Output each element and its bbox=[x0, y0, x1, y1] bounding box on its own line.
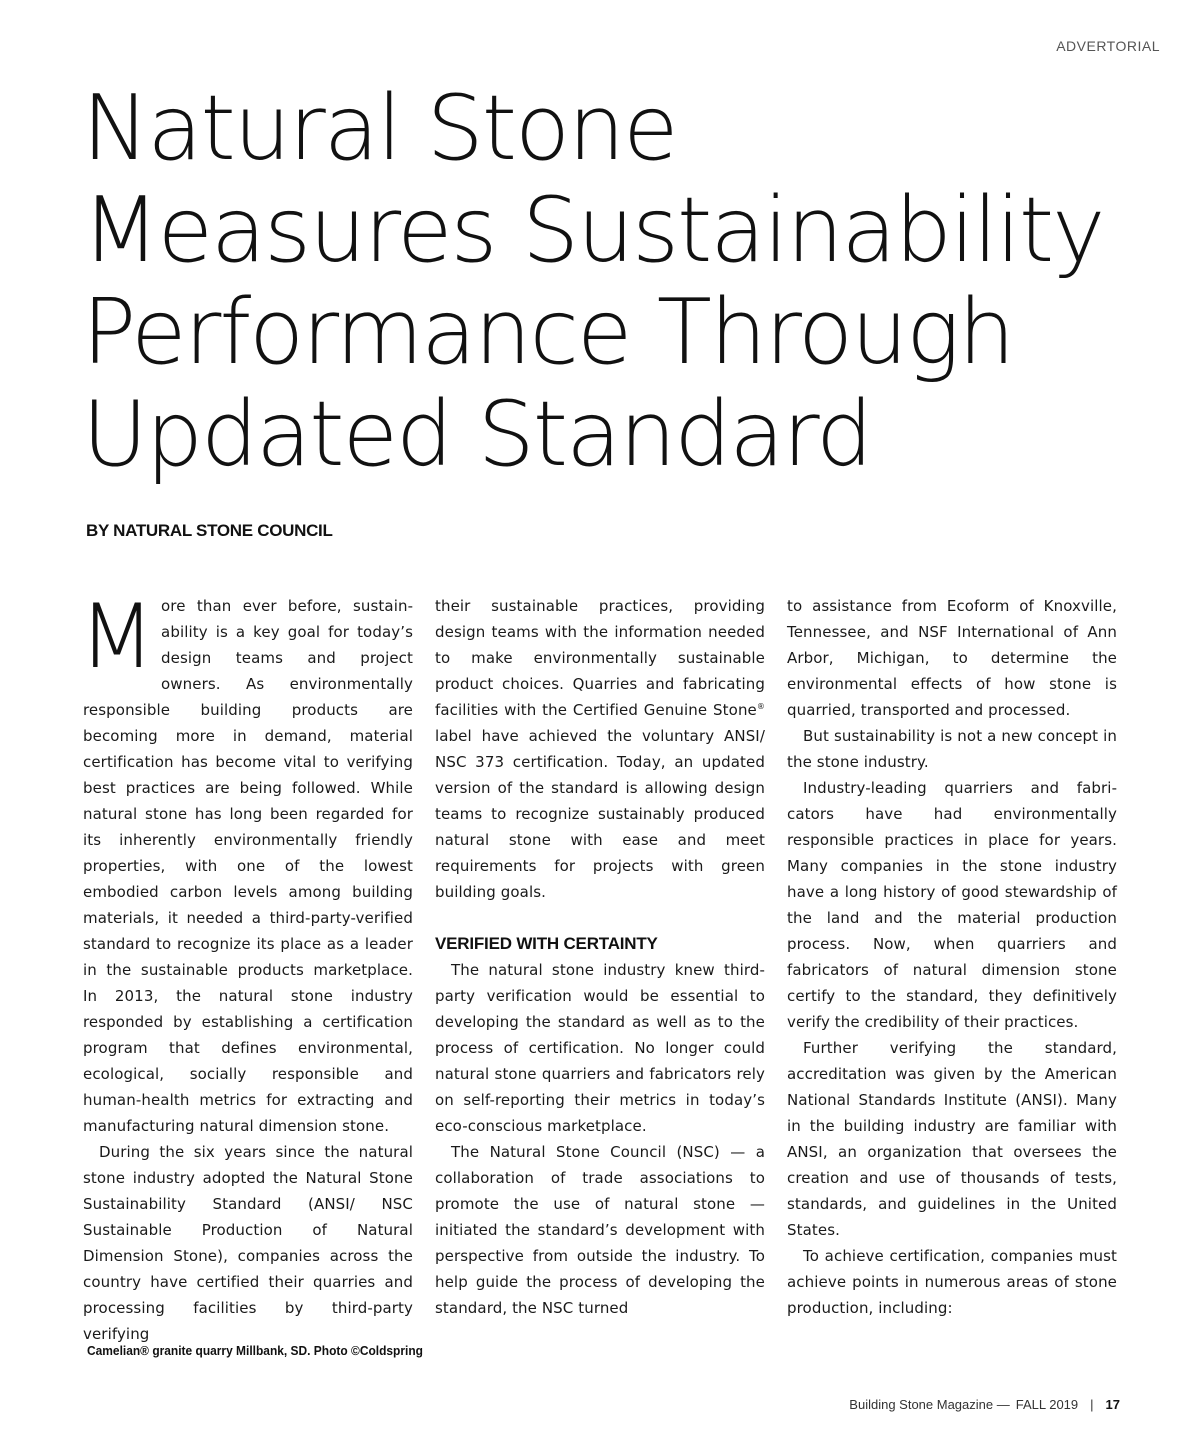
photo-caption: Camelian® granite quarry Millbank, SD. Photo ©Coldspring bbox=[87, 1343, 423, 1358]
headline-line-1: Natural Stone bbox=[82, 76, 677, 181]
paragraph: The Natural Stone Council (NSC) — a collaboration of trade associations to promote the use of natural stone — initiated the standard’s development with perspective from outside the industry. To help guide the process of developing the standard, the NSC turned bbox=[435, 1143, 765, 1317]
registered-mark: ® bbox=[756, 702, 765, 711]
paragraph-text: label have achieved the voluntary ANSI/ NSC 373 certification. Today, an updated version of the standard is allowing design teams to recognize sustainably produced natural stone with ease and meet requirements for projects with green building goals. bbox=[435, 727, 765, 901]
paragraph: Industry-leading quarriers and fabricators have had environmentally responsible practices in place for years. Many companies in the stone industry have a long history of good stewardship of the land and the material production process. Now, when quarriers and fabricators of natural dimension stone certify to the standard, they definitively verify the credibility of their practices. bbox=[787, 779, 1117, 1031]
paragraph-text: their sustainable practices, providing design teams with the information needed to make environmentally sustainable product choices. Quarries and fabricating facilities with the Certified Genuine Stone bbox=[435, 597, 765, 719]
paragraph: To achieve certification, companies must achieve points in numerous areas of stone production, including: bbox=[787, 1247, 1117, 1317]
column-3 bbox=[787, 593, 1117, 1321]
headline-line-4: Updated Standard bbox=[82, 382, 872, 487]
paragraph: During the six years since the natural stone industry adopted the Natural Stone Sustainability Standard (ANSI/ NSC Sustainable Production of Natural Dimension Stone), companies across the country have certified their quarries and processing facilities by third-party verifying bbox=[83, 1143, 413, 1343]
column-2 bbox=[435, 593, 765, 1321]
paragraph: But sustainability is not a new concept in the stone industry. bbox=[787, 727, 1117, 771]
paragraph-text: ore than ever before, sustainability is a key goal for today’s design teams and project owners. As environmentally responsible building products are becoming more in demand, material certification has become vital to verifying best practices are being followed. While natural stone has long been regarded for its inherently environmentally friendly properties, with one of the lowest embodied carbon levels among building materials, it needed a third-party-verified standard to recognize its place as a leader in the sustainable products marketplace. In 2013, the natural stone industry responded by establishing a certification program that defines environmental, ecological, socially responsible and human-health metrics for extracting and manufacturing natural dimension stone. bbox=[83, 597, 413, 1135]
section-label: ADVERTORIAL bbox=[1056, 38, 1160, 54]
page-number: 17 bbox=[1105, 1397, 1120, 1412]
page-footer bbox=[849, 1397, 1120, 1412]
paragraph: to assistance from Ecoform of Knoxville, Tennessee, and NSF International of Ann Arbor, Michigan, to determine the environmental effects of how stone is quarried, transported and processed. bbox=[787, 597, 1117, 719]
subheading: VERIFIED WITH CERTAINTY bbox=[435, 934, 658, 953]
headline-line-2: Measures Sustainability bbox=[82, 178, 1104, 283]
column-1 bbox=[79, 585, 413, 1347]
paragraph: Further verifying the standard, accreditation was given by the American National Standards Institute (ANSI). Many in the building industry are familiar with ANSI, an organization that oversees the creation and use of thousands of tests, standards, and guidelines in the United States. bbox=[787, 1039, 1117, 1239]
headline-line-3: Performance Through bbox=[82, 280, 1014, 385]
magazine-name: Building Stone Magazine — bbox=[849, 1397, 1010, 1412]
drop-cap: M bbox=[79, 585, 156, 688]
paragraph bbox=[435, 593, 765, 905]
paragraph bbox=[79, 585, 413, 1139]
byline: BY NATURAL STONE COUNCIL bbox=[86, 521, 333, 540]
footer-separator: | bbox=[1090, 1397, 1094, 1412]
paragraph: The natural stone industry knew third-party verification would be essential to developing the standard as well as to the process of certification. No longer could natural stone quarriers and fabricators rely on self-reporting their metrics in today’s eco-conscious marketplace. bbox=[435, 961, 765, 1135]
issue-label: FALL 2019 bbox=[1015, 1397, 1079, 1412]
headline bbox=[82, 78, 1162, 486]
article-body bbox=[79, 585, 1117, 1343]
